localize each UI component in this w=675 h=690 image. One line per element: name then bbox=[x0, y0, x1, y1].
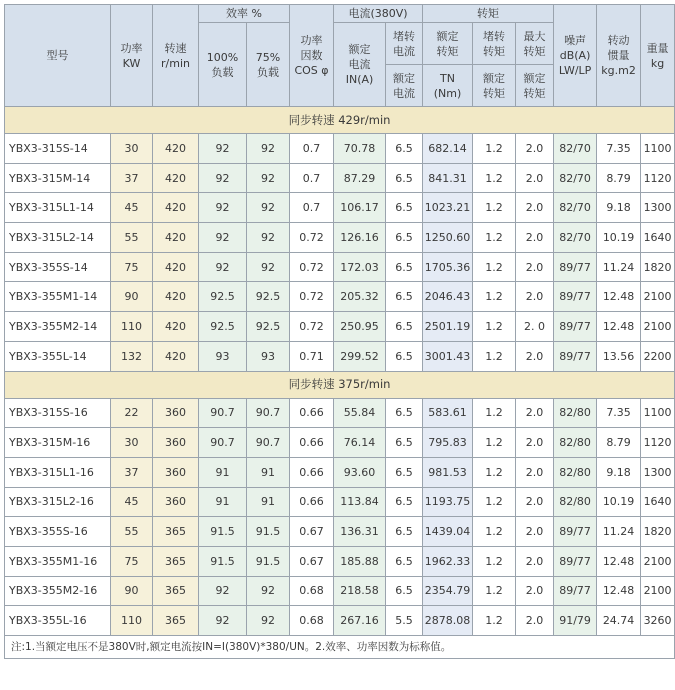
value-cell: 82/70 bbox=[554, 223, 597, 253]
header-weight: 重量 kg bbox=[641, 5, 675, 107]
value-cell: 420 bbox=[153, 223, 199, 253]
value-cell: 1120 bbox=[641, 428, 675, 458]
value-cell: 2046.43 bbox=[423, 282, 473, 312]
value-cell: 82/80 bbox=[554, 487, 597, 517]
section-header-row bbox=[5, 371, 675, 398]
table-row bbox=[5, 606, 675, 636]
table-row bbox=[5, 193, 675, 223]
table-row bbox=[5, 134, 675, 164]
value-cell: 106.17 bbox=[334, 193, 386, 223]
model-cell: YBX3-315L1-14 bbox=[5, 193, 111, 223]
value-cell: 583.61 bbox=[423, 398, 473, 428]
table-row bbox=[5, 428, 675, 458]
table-row bbox=[5, 576, 675, 606]
value-cell: 1820 bbox=[641, 517, 675, 547]
value-cell: 132 bbox=[111, 341, 153, 371]
value-cell: 2.0 bbox=[516, 282, 554, 312]
value-cell: 365 bbox=[153, 546, 199, 576]
value-cell: 1300 bbox=[641, 193, 675, 223]
value-cell: 93.60 bbox=[334, 457, 386, 487]
value-cell: 6.5 bbox=[386, 312, 423, 342]
value-cell: 981.53 bbox=[423, 457, 473, 487]
value-cell: 8.79 bbox=[597, 428, 641, 458]
value-cell: 89/77 bbox=[554, 576, 597, 606]
header-power: 功率 KW bbox=[111, 5, 153, 107]
value-cell: 90.7 bbox=[199, 398, 247, 428]
value-cell: 0.66 bbox=[290, 398, 334, 428]
value-cell: 0.71 bbox=[290, 341, 334, 371]
table-row bbox=[5, 546, 675, 576]
value-cell: 267.16 bbox=[334, 606, 386, 636]
value-cell: 1962.33 bbox=[423, 546, 473, 576]
value-cell: 2.0 bbox=[516, 546, 554, 576]
model-cell: YBX3-315S-16 bbox=[5, 398, 111, 428]
value-cell: 250.95 bbox=[334, 312, 386, 342]
value-cell: 2.0 bbox=[516, 341, 554, 371]
value-cell: 682.14 bbox=[423, 134, 473, 164]
value-cell: 0.72 bbox=[290, 282, 334, 312]
value-cell: 91 bbox=[247, 457, 290, 487]
header-model: 型号 bbox=[5, 5, 111, 107]
value-cell: 89/77 bbox=[554, 312, 597, 342]
table-row bbox=[5, 517, 675, 547]
value-cell: 92.5 bbox=[247, 282, 290, 312]
value-cell: 2100 bbox=[641, 576, 675, 606]
value-cell: 55 bbox=[111, 223, 153, 253]
header-rated-torque: 额定 转矩 bbox=[423, 23, 473, 65]
value-cell: 76.14 bbox=[334, 428, 386, 458]
value-cell: 2100 bbox=[641, 282, 675, 312]
section-title: 同步转速 375r/min bbox=[5, 371, 675, 398]
value-cell: 365 bbox=[153, 517, 199, 547]
value-cell: 1193.75 bbox=[423, 487, 473, 517]
value-cell: 1023.21 bbox=[423, 193, 473, 223]
value-cell: 90.7 bbox=[199, 428, 247, 458]
value-cell: 92 bbox=[199, 252, 247, 282]
section-title: 同步转速 429r/min bbox=[5, 107, 675, 134]
value-cell: 0.7 bbox=[290, 193, 334, 223]
value-cell: 2.0 bbox=[516, 252, 554, 282]
model-cell: YBX3-315M-16 bbox=[5, 428, 111, 458]
header-inertia: 转动 惯量 kg.m2 bbox=[597, 5, 641, 107]
value-cell: 2354.79 bbox=[423, 576, 473, 606]
value-cell: 37 bbox=[111, 457, 153, 487]
header-locked-torque: 堵转 转矩 bbox=[473, 23, 516, 65]
value-cell: 90 bbox=[111, 576, 153, 606]
value-cell: 82/70 bbox=[554, 193, 597, 223]
value-cell: 82/70 bbox=[554, 134, 597, 164]
value-cell: 6.5 bbox=[386, 576, 423, 606]
table-row bbox=[5, 163, 675, 193]
header-locked-current: 堵转 电流 bbox=[386, 23, 423, 65]
value-cell: 92.5 bbox=[199, 282, 247, 312]
value-cell: 1705.36 bbox=[423, 252, 473, 282]
value-cell: 12.48 bbox=[597, 546, 641, 576]
value-cell: 2.0 bbox=[516, 576, 554, 606]
value-cell: 92 bbox=[199, 223, 247, 253]
value-cell: 2.0 bbox=[516, 517, 554, 547]
header-noise: 噪声 dB(A) LW/LP bbox=[554, 5, 597, 107]
table-row bbox=[5, 223, 675, 253]
value-cell: 0.68 bbox=[290, 606, 334, 636]
value-cell: 420 bbox=[153, 193, 199, 223]
value-cell: 3260 bbox=[641, 606, 675, 636]
value-cell: 6.5 bbox=[386, 398, 423, 428]
value-cell: 7.35 bbox=[597, 134, 641, 164]
value-cell: 92 bbox=[247, 576, 290, 606]
value-cell: 22 bbox=[111, 398, 153, 428]
value-cell: 92 bbox=[247, 223, 290, 253]
model-cell: YBX3-355M2-14 bbox=[5, 312, 111, 342]
value-cell: 420 bbox=[153, 282, 199, 312]
value-cell: 1120 bbox=[641, 163, 675, 193]
value-cell: 92 bbox=[199, 134, 247, 164]
value-cell: 0.68 bbox=[290, 576, 334, 606]
value-cell: 1.2 bbox=[473, 606, 516, 636]
value-cell: 7.35 bbox=[597, 398, 641, 428]
value-cell: 92 bbox=[199, 193, 247, 223]
value-cell: 1.2 bbox=[473, 428, 516, 458]
value-cell: 89/77 bbox=[554, 546, 597, 576]
model-cell: YBX3-315M-14 bbox=[5, 163, 111, 193]
value-cell: 1.2 bbox=[473, 517, 516, 547]
value-cell: 89/77 bbox=[554, 252, 597, 282]
value-cell: 0.72 bbox=[290, 312, 334, 342]
section-header-row bbox=[5, 107, 675, 134]
value-cell: 6.5 bbox=[386, 252, 423, 282]
header-torque: 转矩 bbox=[423, 5, 554, 23]
value-cell: 82/70 bbox=[554, 163, 597, 193]
value-cell: 0.66 bbox=[290, 457, 334, 487]
model-cell: YBX3-355M1-14 bbox=[5, 282, 111, 312]
value-cell: 87.29 bbox=[334, 163, 386, 193]
model-cell: YBX3-355M1-16 bbox=[5, 546, 111, 576]
value-cell: 1100 bbox=[641, 134, 675, 164]
table-row bbox=[5, 341, 675, 371]
value-cell: 420 bbox=[153, 341, 199, 371]
value-cell: 91 bbox=[199, 487, 247, 517]
value-cell: 92 bbox=[199, 606, 247, 636]
value-cell: 92.5 bbox=[247, 312, 290, 342]
value-cell: 11.24 bbox=[597, 252, 641, 282]
value-cell: 2. 0 bbox=[516, 312, 554, 342]
value-cell: 0.7 bbox=[290, 163, 334, 193]
value-cell: 30 bbox=[111, 134, 153, 164]
value-cell: 113.84 bbox=[334, 487, 386, 517]
value-cell: 6.5 bbox=[386, 134, 423, 164]
value-cell: 2.0 bbox=[516, 223, 554, 253]
value-cell: 9.18 bbox=[597, 457, 641, 487]
value-cell: 55.84 bbox=[334, 398, 386, 428]
value-cell: 6.5 bbox=[386, 487, 423, 517]
model-cell: YBX3-355S-16 bbox=[5, 517, 111, 547]
value-cell: 1.2 bbox=[473, 282, 516, 312]
value-cell: 420 bbox=[153, 312, 199, 342]
value-cell: 6.5 bbox=[386, 428, 423, 458]
value-cell: 90 bbox=[111, 282, 153, 312]
header-power-factor: 功率 因数 COS φ bbox=[290, 5, 334, 107]
value-cell: 3001.43 bbox=[423, 341, 473, 371]
value-cell: 360 bbox=[153, 428, 199, 458]
value-cell: 110 bbox=[111, 312, 153, 342]
value-cell: 10.19 bbox=[597, 223, 641, 253]
value-cell: 0.67 bbox=[290, 546, 334, 576]
header-eff-100: 100% 负载 bbox=[199, 23, 247, 107]
value-cell: 24.74 bbox=[597, 606, 641, 636]
value-cell: 2.0 bbox=[516, 457, 554, 487]
value-cell: 795.83 bbox=[423, 428, 473, 458]
value-cell: 9.18 bbox=[597, 193, 641, 223]
header-eff-75: 75% 负载 bbox=[247, 23, 290, 107]
value-cell: 1.2 bbox=[473, 223, 516, 253]
value-cell: 6.5 bbox=[386, 282, 423, 312]
value-cell: 1.2 bbox=[473, 576, 516, 606]
value-cell: 90.7 bbox=[247, 428, 290, 458]
value-cell: 0.66 bbox=[290, 428, 334, 458]
value-cell: 2100 bbox=[641, 312, 675, 342]
value-cell: 37 bbox=[111, 163, 153, 193]
value-cell: 1100 bbox=[641, 398, 675, 428]
value-cell: 2100 bbox=[641, 546, 675, 576]
value-cell: 8.79 bbox=[597, 163, 641, 193]
value-cell: 365 bbox=[153, 576, 199, 606]
value-cell: 136.31 bbox=[334, 517, 386, 547]
value-cell: 360 bbox=[153, 487, 199, 517]
value-cell: 89/77 bbox=[554, 517, 597, 547]
value-cell: 89/77 bbox=[554, 341, 597, 371]
value-cell: 0.66 bbox=[290, 487, 334, 517]
value-cell: 91 bbox=[247, 487, 290, 517]
value-cell: 12.48 bbox=[597, 576, 641, 606]
model-cell: YBX3-355M2-16 bbox=[5, 576, 111, 606]
value-cell: 420 bbox=[153, 134, 199, 164]
value-cell: 841.31 bbox=[423, 163, 473, 193]
model-cell: YBX3-315S-14 bbox=[5, 134, 111, 164]
value-cell: 92 bbox=[247, 193, 290, 223]
model-cell: YBX3-315L2-14 bbox=[5, 223, 111, 253]
value-cell: 360 bbox=[153, 398, 199, 428]
value-cell: 420 bbox=[153, 163, 199, 193]
value-cell: 89/77 bbox=[554, 282, 597, 312]
header-locked-current-ratio: 额定 电流 bbox=[386, 65, 423, 107]
header-max-torque: 最大 转矩 bbox=[516, 23, 554, 65]
model-cell: YBX3-355L-16 bbox=[5, 606, 111, 636]
table-row bbox=[5, 457, 675, 487]
header-locked-torque-ratio: 额定 转矩 bbox=[473, 65, 516, 107]
value-cell: 91.5 bbox=[199, 517, 247, 547]
value-cell: 45 bbox=[111, 193, 153, 223]
value-cell: 92 bbox=[247, 163, 290, 193]
value-cell: 12.48 bbox=[597, 312, 641, 342]
value-cell: 55 bbox=[111, 517, 153, 547]
table-row bbox=[5, 487, 675, 517]
value-cell: 92 bbox=[247, 606, 290, 636]
value-cell: 1640 bbox=[641, 487, 675, 517]
value-cell: 2.0 bbox=[516, 606, 554, 636]
value-cell: 172.03 bbox=[334, 252, 386, 282]
table-row bbox=[5, 312, 675, 342]
value-cell: 93 bbox=[199, 341, 247, 371]
value-cell: 6.5 bbox=[386, 163, 423, 193]
value-cell: 90.7 bbox=[247, 398, 290, 428]
value-cell: 1.2 bbox=[473, 252, 516, 282]
value-cell: 2.0 bbox=[516, 428, 554, 458]
footnote: 注:1.当额定电压不是380V时,额定电流按IN=I(380V)*380/UN。2.效率、功率因数为标称值。 bbox=[5, 636, 675, 659]
value-cell: 1439.04 bbox=[423, 517, 473, 547]
value-cell: 126.16 bbox=[334, 223, 386, 253]
value-cell: 91.5 bbox=[247, 517, 290, 547]
value-cell: 299.52 bbox=[334, 341, 386, 371]
value-cell: 218.58 bbox=[334, 576, 386, 606]
value-cell: 12.48 bbox=[597, 282, 641, 312]
table-row bbox=[5, 398, 675, 428]
value-cell: 6.5 bbox=[386, 341, 423, 371]
value-cell: 5.5 bbox=[386, 606, 423, 636]
model-cell: YBX3-355S-14 bbox=[5, 252, 111, 282]
header-current: 电流(380V) bbox=[334, 5, 423, 23]
value-cell: 1.2 bbox=[473, 546, 516, 576]
value-cell: 91.5 bbox=[247, 546, 290, 576]
value-cell: 2.0 bbox=[516, 487, 554, 517]
value-cell: 1250.60 bbox=[423, 223, 473, 253]
value-cell: 6.5 bbox=[386, 457, 423, 487]
value-cell: 45 bbox=[111, 487, 153, 517]
value-cell: 205.32 bbox=[334, 282, 386, 312]
value-cell: 75 bbox=[111, 252, 153, 282]
model-cell: YBX3-315L2-16 bbox=[5, 487, 111, 517]
value-cell: 92 bbox=[199, 163, 247, 193]
value-cell: 2878.08 bbox=[423, 606, 473, 636]
value-cell: 30 bbox=[111, 428, 153, 458]
value-cell: 82/80 bbox=[554, 398, 597, 428]
header-rated-current: 额定 电流 IN(A) bbox=[334, 23, 386, 107]
value-cell: 365 bbox=[153, 606, 199, 636]
value-cell: 420 bbox=[153, 252, 199, 282]
value-cell: 1300 bbox=[641, 457, 675, 487]
table-body bbox=[5, 107, 675, 636]
value-cell: 13.56 bbox=[597, 341, 641, 371]
value-cell: 1.2 bbox=[473, 193, 516, 223]
value-cell: 360 bbox=[153, 457, 199, 487]
header-rated-torque-unit: TN (Nm) bbox=[423, 65, 473, 107]
value-cell: 1.2 bbox=[473, 312, 516, 342]
value-cell: 6.5 bbox=[386, 546, 423, 576]
value-cell: 0.7 bbox=[290, 134, 334, 164]
value-cell: 91/79 bbox=[554, 606, 597, 636]
value-cell: 1.2 bbox=[473, 487, 516, 517]
model-cell: YBX3-315L1-16 bbox=[5, 457, 111, 487]
value-cell: 1.2 bbox=[473, 341, 516, 371]
header-efficiency: 效率 % bbox=[199, 5, 290, 23]
value-cell: 6.5 bbox=[386, 517, 423, 547]
header-speed: 转速 r/min bbox=[153, 5, 199, 107]
value-cell: 0.72 bbox=[290, 252, 334, 282]
value-cell: 92 bbox=[247, 134, 290, 164]
value-cell: 92 bbox=[199, 576, 247, 606]
value-cell: 92 bbox=[247, 252, 290, 282]
table-row bbox=[5, 282, 675, 312]
value-cell: 110 bbox=[111, 606, 153, 636]
value-cell: 1.2 bbox=[473, 134, 516, 164]
header-max-torque-ratio: 额定 转矩 bbox=[516, 65, 554, 107]
value-cell: 0.72 bbox=[290, 223, 334, 253]
model-cell: YBX3-355L-14 bbox=[5, 341, 111, 371]
value-cell: 1.2 bbox=[473, 398, 516, 428]
motor-spec-table bbox=[4, 4, 675, 659]
value-cell: 2.0 bbox=[516, 163, 554, 193]
value-cell: 91 bbox=[199, 457, 247, 487]
value-cell: 11.24 bbox=[597, 517, 641, 547]
value-cell: 1.2 bbox=[473, 163, 516, 193]
value-cell: 82/80 bbox=[554, 428, 597, 458]
value-cell: 93 bbox=[247, 341, 290, 371]
value-cell: 2501.19 bbox=[423, 312, 473, 342]
value-cell: 0.67 bbox=[290, 517, 334, 547]
value-cell: 2200 bbox=[641, 341, 675, 371]
value-cell: 75 bbox=[111, 546, 153, 576]
value-cell: 185.88 bbox=[334, 546, 386, 576]
value-cell: 1640 bbox=[641, 223, 675, 253]
table-row bbox=[5, 252, 675, 282]
value-cell: 82/80 bbox=[554, 457, 597, 487]
value-cell: 6.5 bbox=[386, 223, 423, 253]
value-cell: 2.0 bbox=[516, 134, 554, 164]
value-cell: 1820 bbox=[641, 252, 675, 282]
value-cell: 6.5 bbox=[386, 193, 423, 223]
value-cell: 10.19 bbox=[597, 487, 641, 517]
value-cell: 70.78 bbox=[334, 134, 386, 164]
value-cell: 2.0 bbox=[516, 193, 554, 223]
spec-table-container bbox=[4, 4, 672, 659]
value-cell: 2.0 bbox=[516, 398, 554, 428]
value-cell: 92.5 bbox=[199, 312, 247, 342]
value-cell: 91.5 bbox=[199, 546, 247, 576]
value-cell: 1.2 bbox=[473, 457, 516, 487]
